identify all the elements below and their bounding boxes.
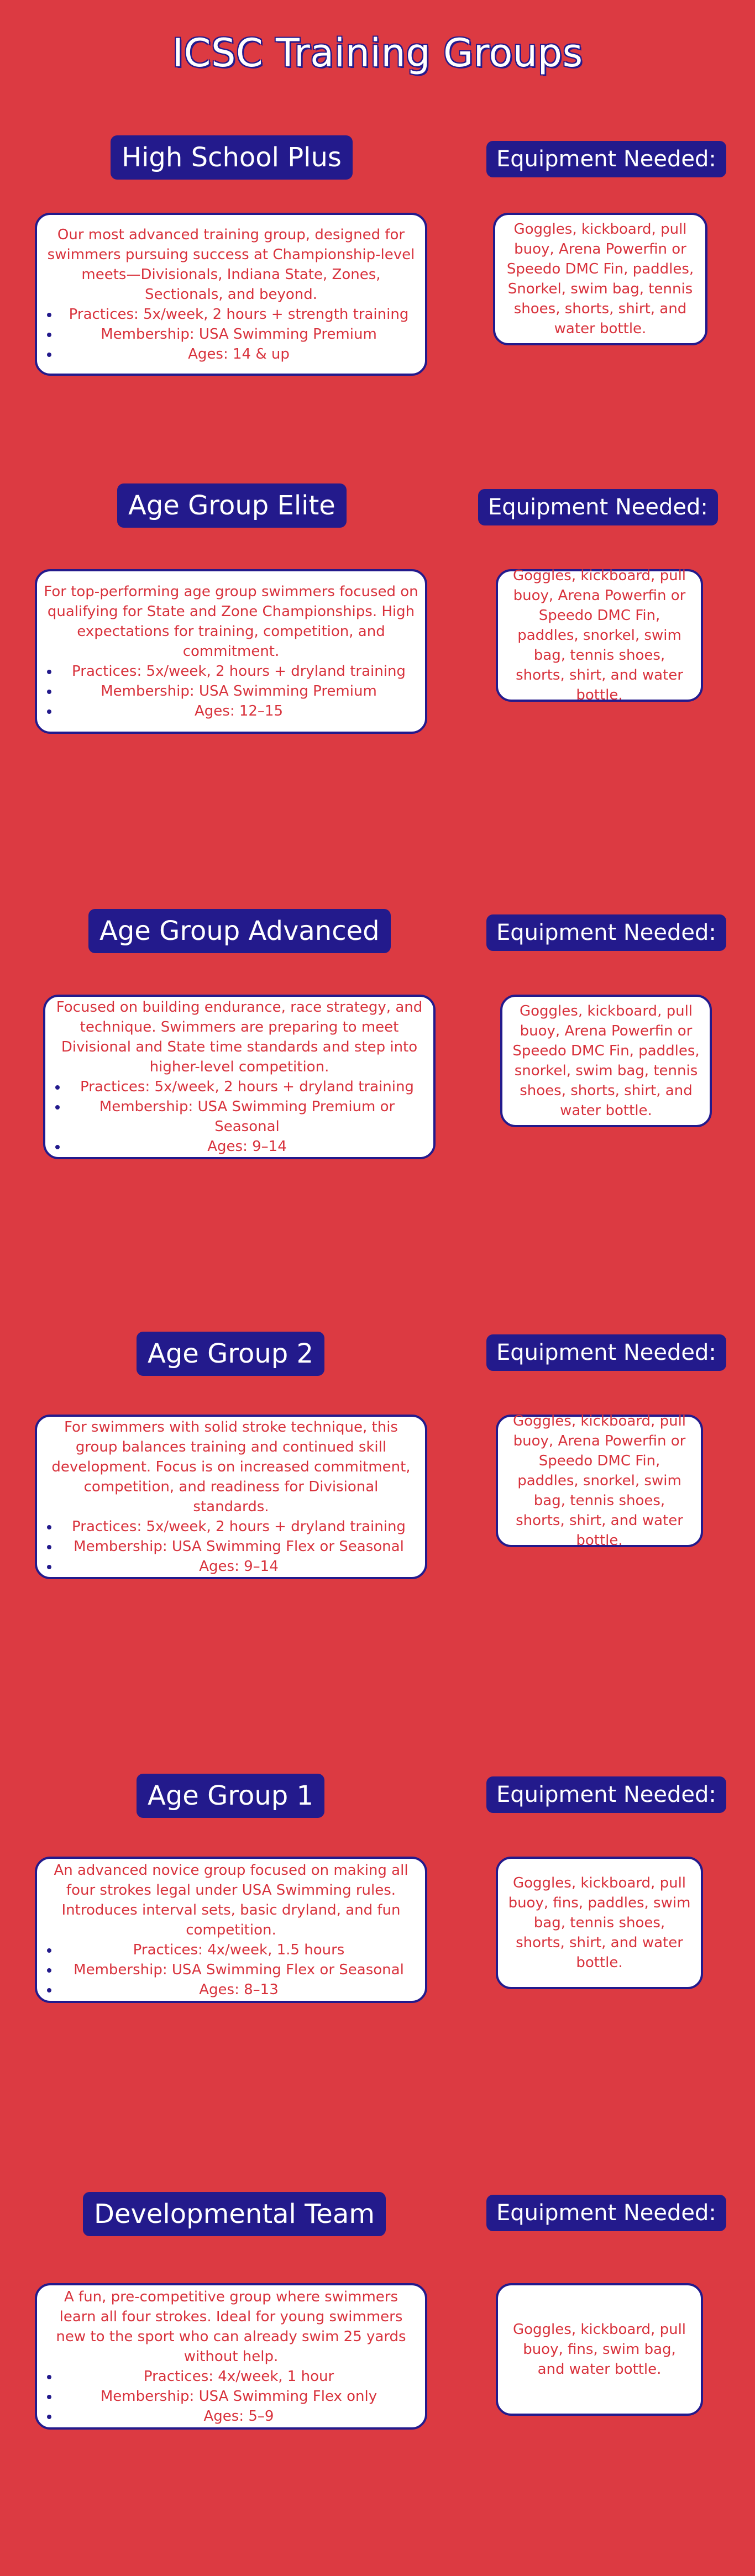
page-title: ICSC Training Groups — [172, 30, 583, 76]
ages-item: • Ages: 5–9 — [59, 2406, 418, 2426]
equipment-title: Equipment Needed: — [486, 914, 726, 951]
practices-item: • Practices: 5x/week, 2 hours + dryland training — [59, 661, 418, 681]
group-description-card — [35, 2283, 427, 2430]
group-description-card — [35, 213, 427, 376]
group-section-age-group-elite — [0, 481, 755, 868]
equipment-title: Equipment Needed: — [486, 1776, 726, 1813]
group-description-card — [35, 1415, 427, 1579]
group-description: A fun, pre-competitive group where swimmers learn all four strokes. Ideal for young swimmers new to the sport who can already swim 25 yards without help. — [56, 2288, 406, 2365]
membership-item: • Membership: USA Swimming Premium — [59, 324, 418, 344]
practices-item: • Practices: 4x/week, 1.5 hours — [59, 1940, 418, 1960]
group-details-list — [52, 1077, 427, 1156]
group-title: Developmental Team — [83, 2192, 386, 2236]
group-section-age-group-1 — [0, 1771, 755, 2158]
group-details-list — [44, 1517, 418, 1576]
practices-item: • Practices: 5x/week, 2 hours + dryland training — [67, 1077, 427, 1097]
group-details-list — [44, 1940, 418, 2000]
equipment-card: Goggles, kickboard, pull buoy, Arena Powerfin or Speedo DMC Fin, paddles, snorkel, swim bag, tennis shoes, shorts, shirt, and water bottle. — [500, 995, 712, 1127]
group-title: Age Group 2 — [137, 1332, 324, 1376]
equipment-card: Goggles, kickboard, pull buoy, fins, paddles, swim bag, tennis shoes, shorts, shirt, and water bottle. — [496, 1857, 703, 1989]
practices-item: • Practices: 5x/week, 2 hours + dryland training — [59, 1517, 418, 1537]
group-section-developmental-team — [0, 2189, 755, 2576]
group-description: Focused on building endurance, race strategy, and technique. Swimmers are preparing to meet Divisional and State time standards and step into higher-level competition. — [56, 999, 423, 1075]
ages-item: • Ages: 8–13 — [59, 1980, 418, 2000]
group-description: For top-performing age group swimmers focused on qualifying for State and Zone Championships. High expectations for training, competition, and commitment. — [44, 583, 418, 660]
membership-item: • Membership: USA Swimming Premium — [59, 681, 418, 701]
group-description-card — [35, 1857, 427, 2003]
equipment-title: Equipment Needed: — [486, 1334, 726, 1371]
group-details-list — [44, 304, 418, 364]
practices-item: • Practices: 5x/week, 2 hours + strength training — [59, 304, 418, 324]
ages-item: • Ages: 9–14 — [67, 1137, 427, 1156]
ages-item: • Ages: 9–14 — [59, 1557, 418, 1576]
group-section-age-group-advanced — [0, 906, 755, 1293]
membership-item: • Membership: USA Swimming Flex or Seasonal — [59, 1537, 418, 1557]
membership-item: • Membership: USA Swimming Premium or Seasonal — [67, 1097, 427, 1137]
equipment-title: Equipment Needed: — [486, 141, 726, 177]
ages-item: • Ages: 14 & up — [59, 344, 418, 364]
ages-item: • Ages: 12–15 — [59, 701, 418, 721]
equipment-card: Goggles, kickboard, pull buoy, fins, swim bag, and water bottle. — [496, 2283, 703, 2416]
group-details-list — [44, 661, 418, 721]
group-title: High School Plus — [111, 135, 353, 180]
group-description: Our most advanced training group, designed for swimmers pursuing success at Championship-level meets—Divisionals, Indiana State, Zones, Sectionals, and beyond. — [47, 226, 415, 303]
group-details-list — [44, 2367, 418, 2426]
equipment-title: Equipment Needed: — [486, 2195, 726, 2231]
equipment-card: Goggles, kickboard, pull buoy, Arena Powerfin or Speedo DMC Fin, paddles, Snorkel, swim bag, tennis shoes, shorts, shirt, and water bottle. — [493, 213, 707, 345]
group-title: Age Group 1 — [137, 1774, 324, 1818]
group-section-high-school-plus — [0, 133, 755, 519]
group-description-card — [35, 569, 427, 734]
group-section-age-group-2 — [0, 1329, 755, 1716]
membership-item: • Membership: USA Swimming Flex only — [59, 2386, 418, 2406]
equipment-title: Equipment Needed: — [478, 489, 718, 525]
group-title: Age Group Advanced — [88, 909, 391, 953]
equipment-card: Goggles, kickboard, pull buoy, Arena Powerfin or Speedo DMC Fin, paddles, snorkel, swim bag, tennis shoes, shorts, shirt, and water bottle. — [496, 569, 703, 702]
practices-item: • Practices: 4x/week, 1 hour — [59, 2367, 418, 2386]
group-title: Age Group Elite — [117, 483, 347, 528]
equipment-card: Goggles, kickboard, pull buoy, Arena Powerfin or Speedo DMC Fin, paddles, snorkel, swim bag, tennis shoes, shorts, shirt, and water bottle. — [496, 1415, 703, 1547]
group-description: An advanced novice group focused on making all four strokes legal under USA Swimming rules. Introduces interval sets, basic dryland, and fun competition. — [54, 1862, 408, 1938]
group-description: For swimmers with solid stroke technique, this group balances training and continued skill development. Focus is on increased commitment, competition, and readiness for Divisional standards. — [51, 1419, 411, 1515]
group-description-card — [43, 995, 436, 1159]
membership-item: • Membership: USA Swimming Flex or Seasonal — [59, 1960, 418, 1980]
